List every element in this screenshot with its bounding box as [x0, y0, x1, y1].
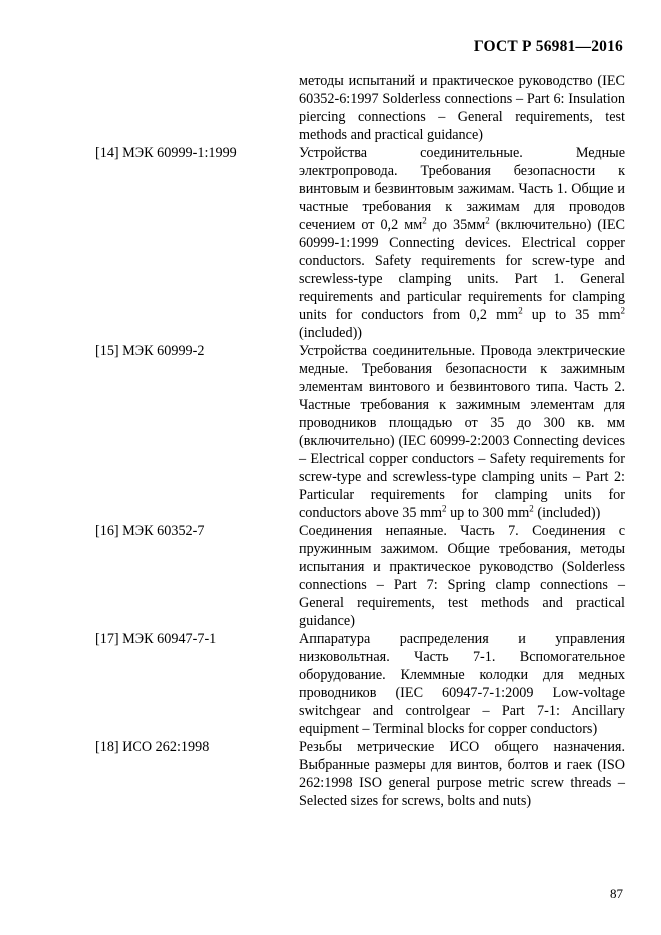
reference-id: [18] ИСО 262:1998: [95, 739, 210, 755]
reference-text-run: up to 35 mm: [522, 307, 621, 323]
reference-text-run: Аппаратура распределения и управления низковольтная. Часть 7-1. Вспомогательное оборудование. Клеммные колодки для медных проводников (IEC 60947-7-1:2009 Low-voltage switchgear and controlgear – Part 7-1: Ancillary equipment – Terminal blocks for copper conductors): [299, 631, 625, 737]
reference-description: [299, 342, 625, 522]
superscript-exponent: 2: [620, 305, 625, 316]
page-number: 87: [610, 886, 623, 901]
reference-text-run: Устройства соединительные. Медные электропровода. Требования безопасности к винтовым и безвинтовым зажимам. Часть 1. Общие и частные требования к зажимам для проводов сечением от 0,2 мм: [299, 145, 625, 233]
reference-entry: [95, 72, 625, 144]
reference-entry: [95, 738, 625, 810]
reference-entry: [95, 630, 625, 738]
reference-description: [299, 144, 625, 342]
reference-text-run: до 35мм: [426, 217, 486, 233]
superscript-exponent: 2: [485, 215, 490, 226]
reference-description: [299, 630, 625, 738]
standard-code-header: ГОСТ Р 56981—2016: [473, 38, 623, 55]
superscript-exponent: 2: [422, 215, 427, 226]
reference-text-run: (included)): [533, 505, 601, 521]
reference-entry: [95, 522, 625, 630]
reference-description: [299, 522, 625, 630]
bibliography-list: [95, 72, 625, 810]
reference-id: [15] МЭК 60999-2: [95, 343, 205, 359]
reference-text-run: up to 300 mm: [446, 505, 530, 521]
reference-text-run: Резьбы метрические ИСО общего назначения. Выбранные размеры для винтов, болтов и гаек (ISO 262:1998 ISO general purpose metric screw threads – Selected sizes for screws, bolts and nuts): [299, 739, 625, 809]
reference-text-run: методы испытаний и практическое руководство (IEC 60352-6:1997 Solderless connections – Part 6: Insulation piercing connections – General requirements, test methods and practical guidance): [299, 73, 625, 143]
reference-id: [14] МЭК 60999-1:1999: [95, 145, 237, 161]
superscript-exponent: 2: [518, 305, 523, 316]
reference-id: [16] МЭК 60352-7: [95, 523, 205, 539]
reference-text-run: (included)): [299, 325, 363, 341]
reference-text-run: (включительно) (IEC 60999-1:1999 Connecting devices. Electrical copper conductors. Safety requirements for screw-type and screwless-type clamping units. Part 1. General requirements and particular requirements for clamping units for conductors from 0,2 mm: [299, 217, 625, 323]
reference-entry: [95, 144, 625, 342]
reference-description: [299, 72, 625, 144]
reference-description: [299, 738, 625, 810]
reference-id: [17] МЭК 60947-7-1: [95, 631, 217, 647]
reference-text-run: Соединения непаяные. Часть 7. Соединения с пружинным зажимом. Общие требования, методы испытания и практическое руководство (Solderless connections – Part 7: Spring clamp connections – General requirements, test methods and practical guidance): [299, 523, 625, 629]
superscript-exponent: 2: [442, 503, 447, 514]
superscript-exponent: 2: [529, 503, 534, 514]
reference-text-run: Устройства соединительные. Провода электрические медные. Требования безопасности к зажимным элементам винтового и безвинтового типа. Часть 2. Частные требования к зажимным элементам для проводников площадью от 35 до 300 кв. мм (включительно) (IEC 60999-2:2003 Connecting devices – Electrical copper conductors – Safety requirements for screw-type and screwless-type clamping units – Part 2: Particular requirements for clamping units for conductors above 35 mm: [299, 343, 625, 521]
reference-entry: [95, 342, 625, 522]
